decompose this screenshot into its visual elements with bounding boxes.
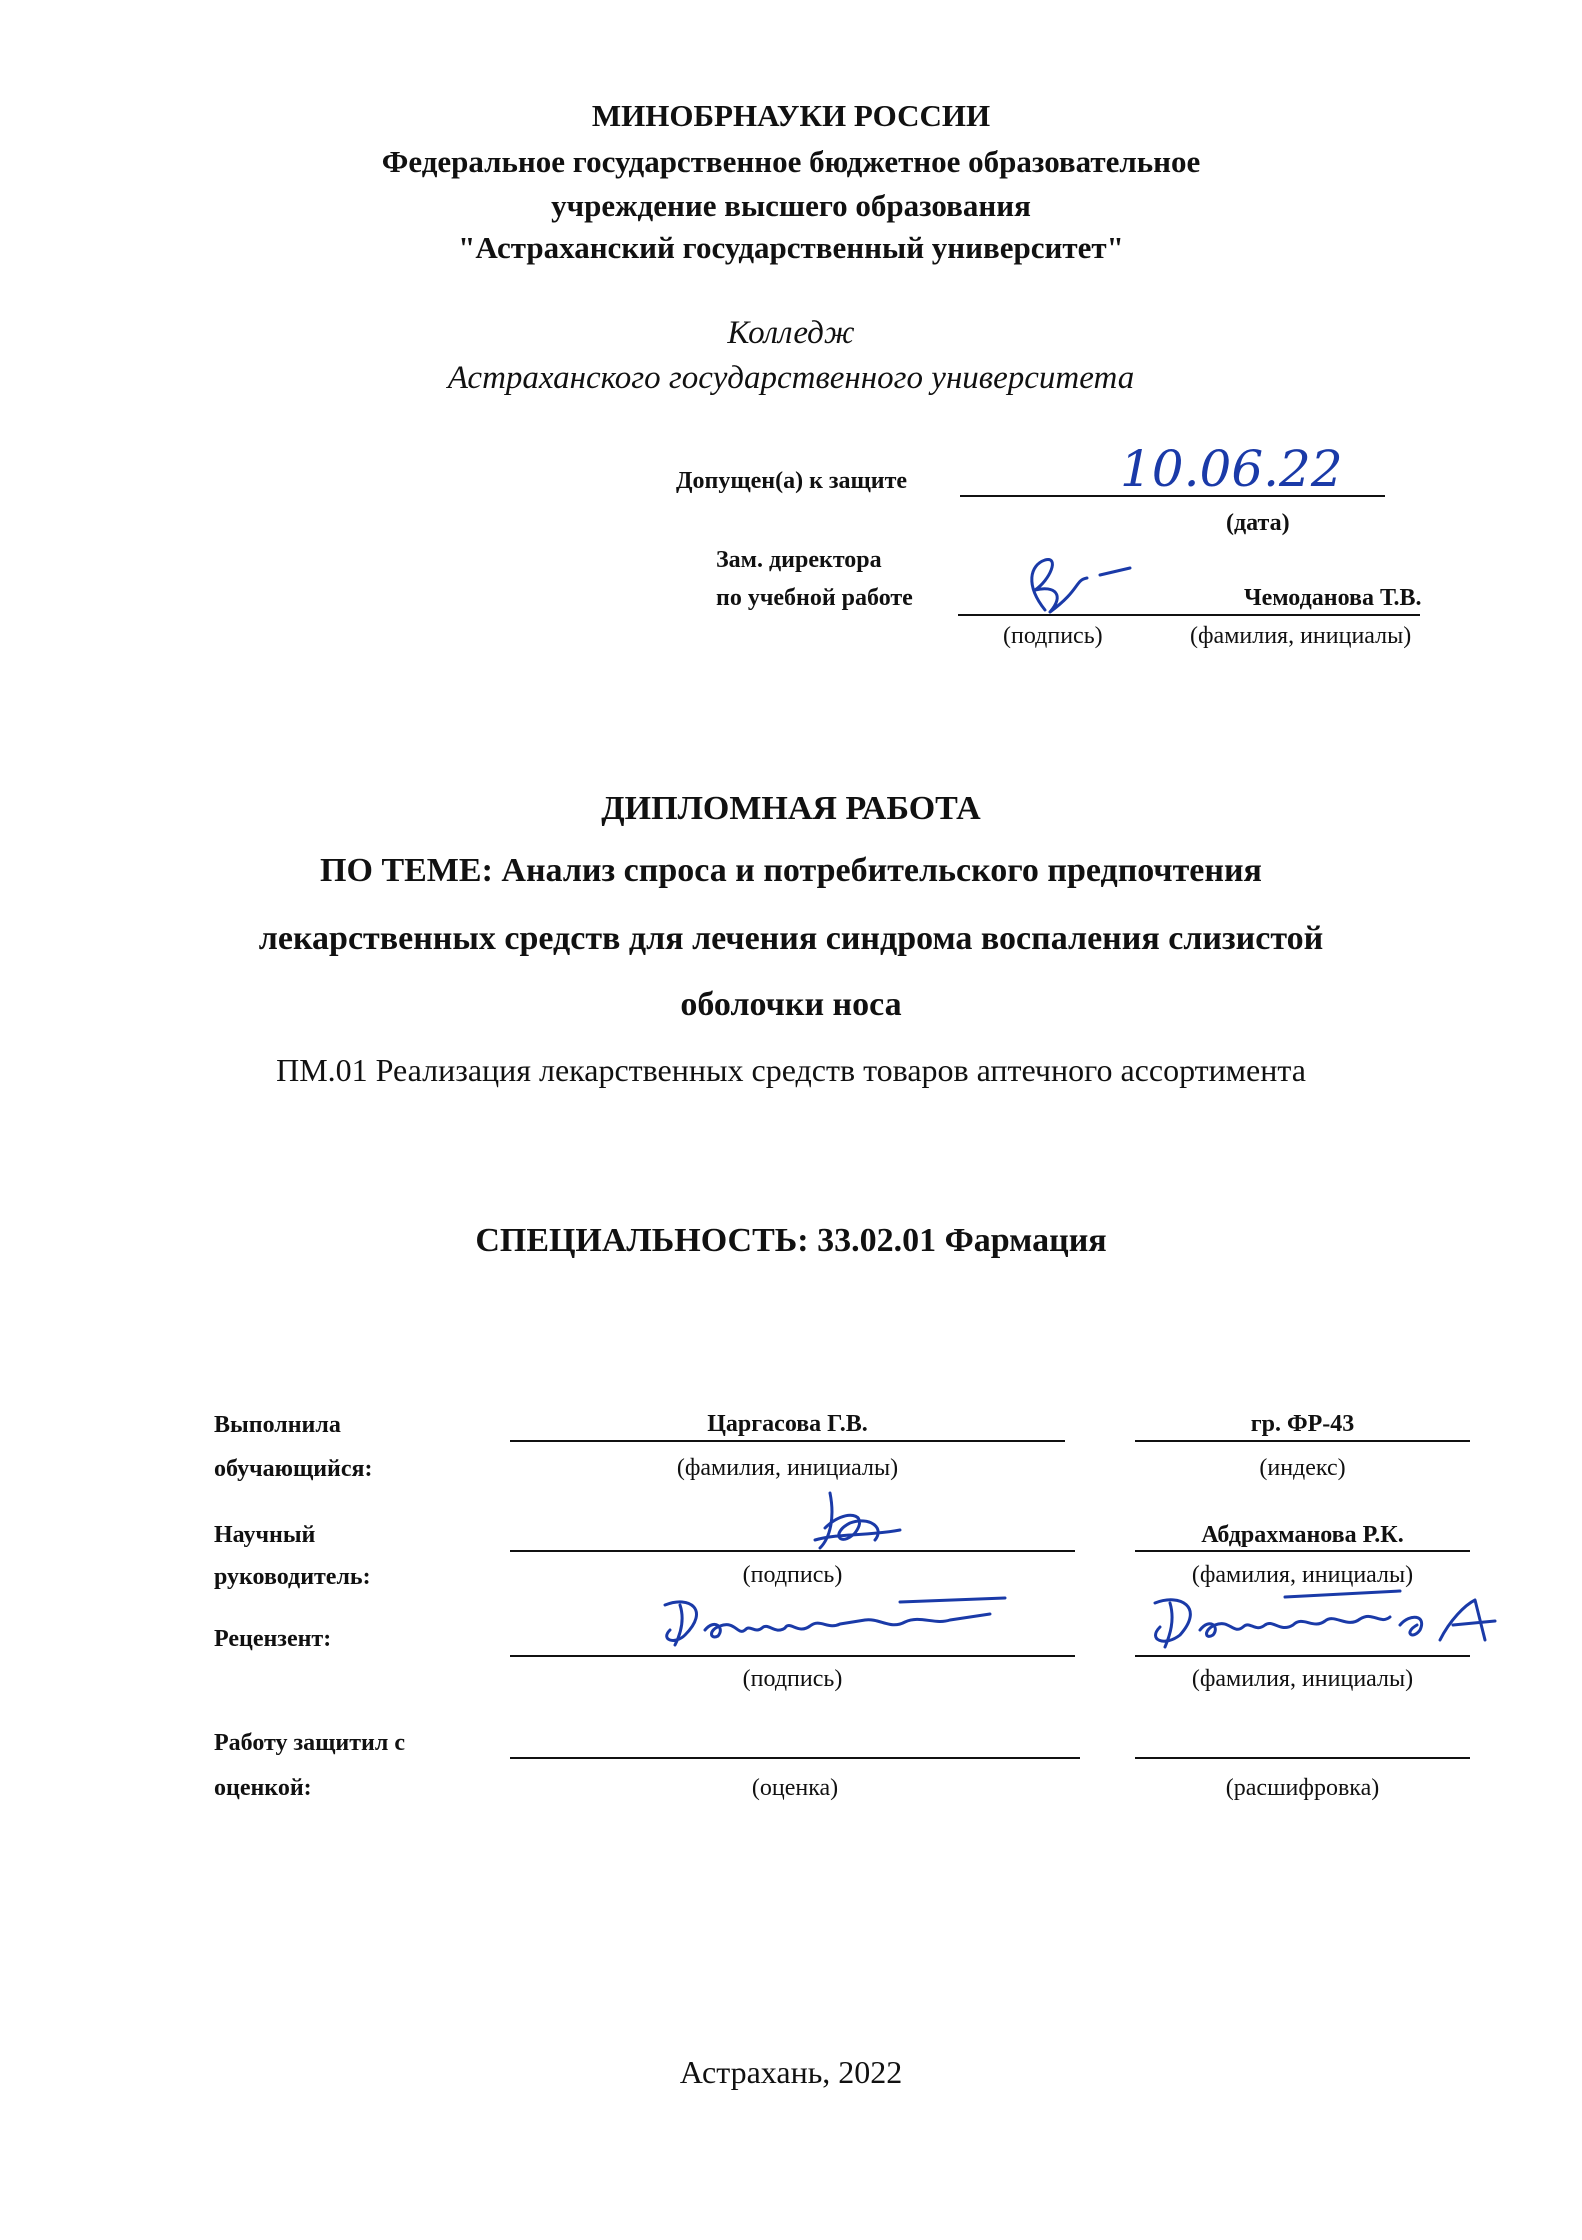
date-caption: (дата)	[1226, 510, 1290, 536]
supervisor-signature-icon	[800, 1478, 920, 1568]
supervisor-name: Абдрахманова Р.К.	[1201, 1522, 1404, 1548]
university-name: "Астраханский государственный университет"	[458, 230, 1124, 265]
ministry-name: МИНОБРНАУКИ РОССИИ	[591, 98, 991, 133]
specialty: СПЕЦИАЛЬНОСТЬ: 33.02.01 Фармация	[475, 1222, 1107, 1259]
decode-line	[1135, 1757, 1470, 1759]
reviewer-name-caption: (фамилия, инициалы)	[1191, 1666, 1414, 1692]
student-name-line	[510, 1440, 1065, 1442]
institution-line-1: Федеральное государственное бюджетное образовательное	[381, 144, 1201, 179]
reviewer-name-handwritten-icon	[1135, 1585, 1530, 1660]
college-line-1: Колледж	[727, 315, 855, 351]
supervisor-signature-line	[510, 1550, 1075, 1552]
topic-line-1: ПО ТЕМЕ: Анализ спроса и потребительского предпочтения	[320, 852, 1262, 889]
city-year: Астрахань, 2022	[679, 2054, 903, 2090]
deputy-name: Чемоданова Т.В.	[1244, 585, 1422, 611]
supervisor-label-2: руководитель:	[214, 1564, 371, 1590]
supervisor-name-caption: (фамилия, инициалы)	[1191, 1562, 1414, 1588]
student-name: Царгасова Г.В.	[707, 1411, 868, 1437]
defense-label-2: оценкой:	[214, 1775, 312, 1801]
student-label-2: обучающийся:	[214, 1456, 373, 1482]
topic-line-2: лекарственных средств для лечения синдрома воспаления слизистой	[258, 920, 1324, 957]
defense-label-1: Работу защитил с	[214, 1730, 405, 1756]
deputy-title-line-1: Зам. директора	[716, 547, 882, 573]
grade-caption: (оценка)	[751, 1775, 839, 1801]
group-caption: (индекс)	[1259, 1455, 1346, 1481]
supervisor-sign-caption: (подпись)	[742, 1562, 843, 1588]
institution-line-2: учреждение высшего образования	[551, 188, 1031, 223]
reviewer-signature-icon	[650, 1590, 1050, 1660]
supervisor-label-1: Научный	[214, 1522, 316, 1548]
grade-line	[510, 1757, 1080, 1759]
professional-module: ПМ.01 Реализация лекарственных средств товаров аптечного ассортимента	[276, 1052, 1306, 1088]
admission-date-handwritten: 10.06.22	[1120, 440, 1343, 498]
supervisor-name-line	[1135, 1550, 1470, 1552]
deputy-signature-caption: (подпись)	[1003, 623, 1103, 649]
student-name-caption: (фамилия, инициалы)	[676, 1455, 899, 1481]
reviewer-label: Рецензент:	[214, 1626, 332, 1652]
work-type: ДИПЛОМНАЯ РАБОТА	[601, 790, 981, 827]
decode-caption: (расшифровка)	[1225, 1775, 1380, 1801]
group-index: гр. ФР-43	[1250, 1411, 1355, 1437]
group-line	[1135, 1440, 1470, 1442]
reviewer-sign-caption: (подпись)	[742, 1666, 843, 1692]
college-line-2: Астраханского государственного университета	[447, 360, 1135, 396]
deputy-signature-icon	[1005, 550, 1155, 630]
deputy-title-line-2: по учебной работе	[716, 585, 913, 611]
topic-line-3: оболочки носа	[680, 986, 902, 1023]
student-label-1: Выполнила	[214, 1412, 341, 1438]
deputy-name-caption: (фамилия, инициалы)	[1190, 623, 1412, 649]
admission-label: Допущен(а) к защите	[676, 468, 908, 494]
